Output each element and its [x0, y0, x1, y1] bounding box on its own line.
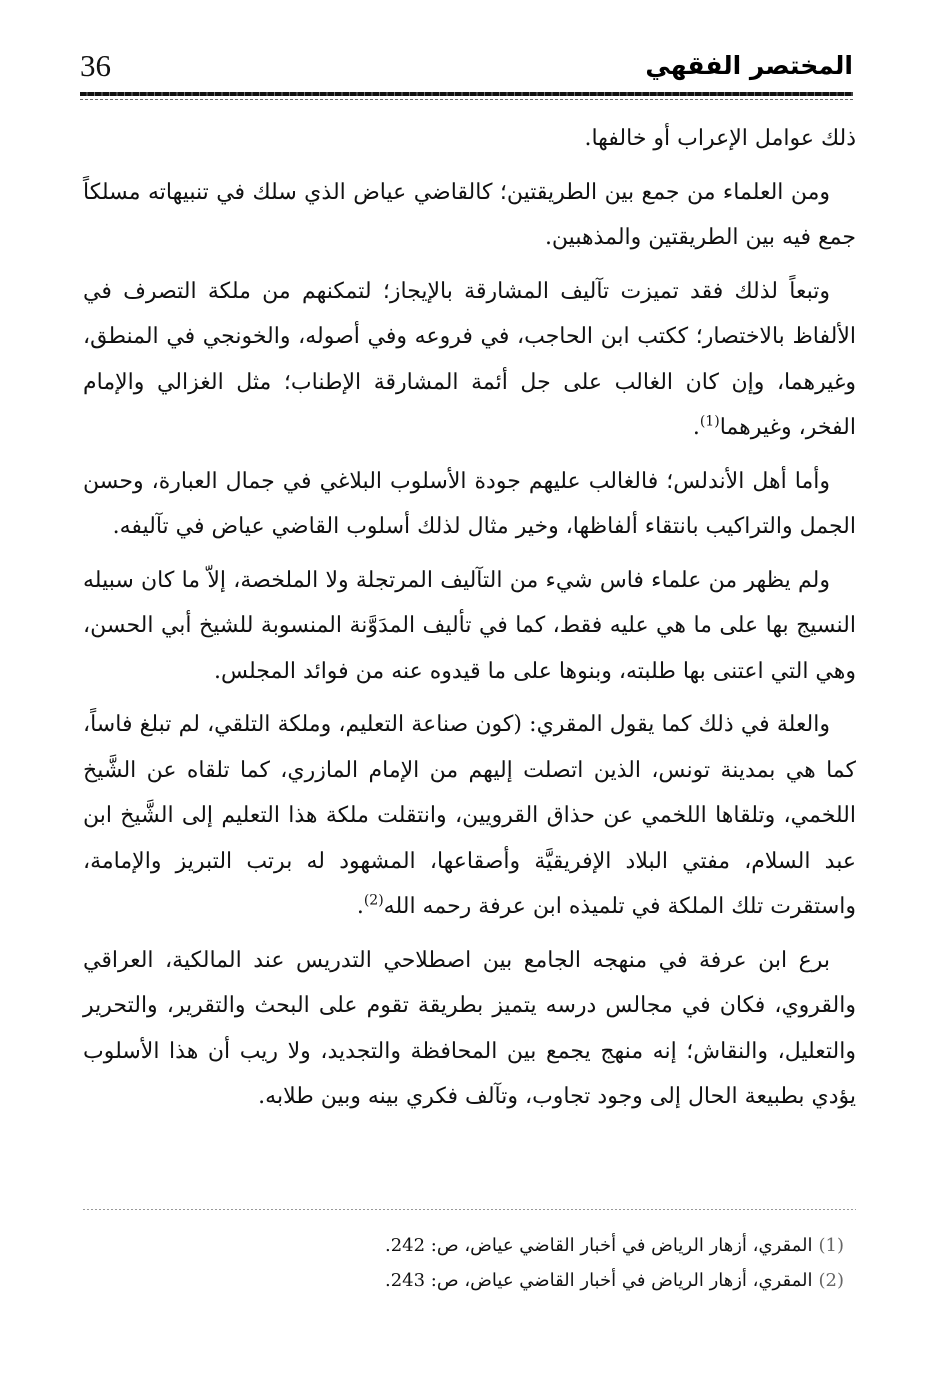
paragraph [83, 459, 856, 550]
footnote-reference[interactable]: (2) [363, 892, 384, 909]
footnote-number: (1) [818, 1235, 844, 1256]
running-title: المختصر الفقهي [645, 51, 853, 80]
footnote [83, 1228, 856, 1263]
page-number: 36 [80, 48, 111, 83]
paragraph [83, 702, 856, 930]
footnote [83, 1263, 856, 1298]
footnote-divider [83, 1209, 856, 1210]
header-rule-thin [80, 99, 853, 100]
paragraph [83, 116, 856, 162]
footnotes [83, 1228, 856, 1298]
body-text [83, 116, 856, 1128]
paragraph-text: ولم يظهر من علماء فاس شيء من التآليف المرتجلة ولا الملخصة، إلاّ ما كان سبيله النسيج بها على ما هي عليه فقط، كما في تأليف المدَوَّنة المنسوبة للشيخ أبي الحسن، وهي التي اعتنى بها طلبته، وبنوها على ما قيدوه عنه من فوائد المجلس. [83, 567, 856, 684]
paragraph-end: . [692, 415, 700, 440]
paragraph-end: . [356, 894, 364, 919]
footnote-text: المقري، أزهار الرياض في أخبار القاضي عياض، ص: 242. [384, 1235, 813, 1256]
page-header [80, 46, 853, 98]
paragraph [83, 938, 856, 1120]
footnote-reference[interactable]: (1) [699, 413, 720, 430]
paragraph-text: ذلك عوامل الإعراب أو خالفها. [584, 126, 856, 151]
paragraph [83, 558, 856, 695]
footnote-number: (2) [818, 1270, 844, 1291]
paragraph-text: وأما أهل الأندلس؛ فالغالب عليهم جودة الأسلوب البلاغي في جمال العبارة، وحسن الجمل والتراكيب بانتقاء ألفاظها، وخير مثال لذلك أسلوب القاضي عياض في تآليفه. [83, 468, 856, 539]
paragraph [83, 170, 856, 261]
paragraph [83, 269, 856, 451]
footnote-text: المقري، أزهار الرياض في أخبار القاضي عياض، ص: 243. [384, 1270, 813, 1291]
paragraph-text: ومن العلماء من جمع بين الطريقتين؛ كالقاضي عياض الذي سلك في تنبيهاته مسلكاً جمع فيه بين الطريقتين والمذهبين. [83, 179, 856, 250]
header-rule [80, 92, 853, 96]
paragraph-text: برع ابن عرفة في منهجه الجامع بين اصطلاحي التدريس عند المالكية، العراقي والقروي، فكان في مجالس درسه يتميز بطريقة تقوم على البحث والتقرير، والتحرير والتعليل، والنقاش؛ إنه منهج يجمع بين المحافظة والتجديد، ولا ريب أن هذا الأسلوب يؤدي بطبيعة الحال إلى وجود تجاوب، وتآلف فكري بينه وبين طلابه. [83, 947, 856, 1109]
paragraph-text: وتبعاً لذلك فقد تميزت تآليف المشارقة بالإيجاز؛ لتمكنهم من ملكة التصرف في الألفاظ بالاختصار؛ ككتب ابن الحاجب، في فروعه وفي أصوله، والخونجي في المنطق، وغيرهما، وإن كان الغالب على جل أئمة المشارقة الإطناب؛ مثل الغزالي والإمام الفخر، وغيرهما [83, 278, 856, 440]
paragraph-text: والعلة في ذلك كما يقول المقري: (كون صناعة التعليم، وملكة التلقي، لم تبلغ فاساً، كما هي بمدينة تونس، الذين اتصلت إليهم من الإمام المازري، كما تلقاه عن الشَّيخ اللخمي، وتلقاها اللخمي عن حذاق القرويين، وانتقلت ملكة هذا التعليم إلى الشَّيخ ابن عبد السلام، مفتي البلاد الإفريقيَّة وأصقاعها، المشهود له برتب التبريز والإمامة، واستقرت تلك الملكة في تلميذه ابن عرفة رحمه الله [83, 712, 856, 919]
